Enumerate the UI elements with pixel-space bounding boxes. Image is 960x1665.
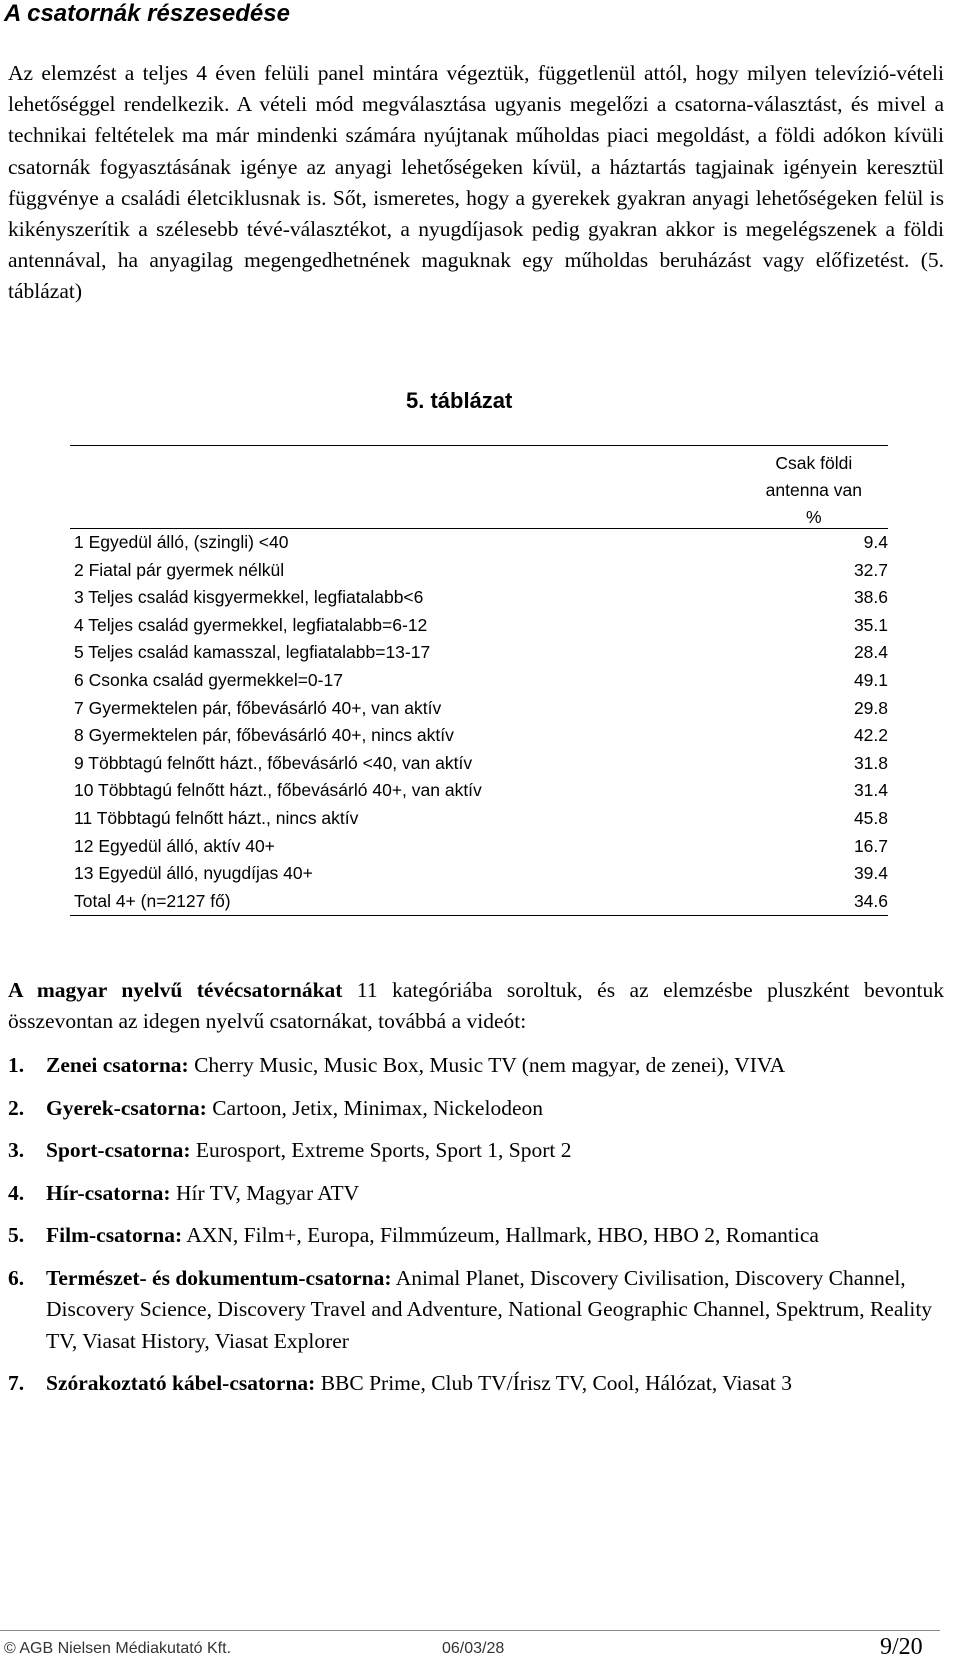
row-label: 7 Gyermektelen pár, főbevásárló 40+, van aktív [74, 697, 442, 718]
intro-bold-text: A magyar nyelvű tévécsatornákat [8, 978, 343, 1002]
section-heading: A csatornák részesedése [4, 0, 290, 27]
category-name: Film-csatorna: [46, 1223, 183, 1247]
row-label: 9 Többtagú felnőtt házt., főbevásárló <40, van aktív [74, 752, 473, 773]
table-row [70, 750, 888, 778]
table-row [70, 557, 888, 585]
data-table [70, 445, 888, 916]
category-name: Zenei csatorna: [46, 1053, 189, 1077]
row-value: 35.1 [853, 614, 888, 635]
list-item [8, 1220, 944, 1252]
table-row [70, 860, 888, 888]
row-value: 39.4 [853, 863, 888, 884]
category-channels: Eurosport, Extreme Sports, Sport 1, Sport 2 [190, 1138, 572, 1162]
table-row-total [70, 888, 888, 916]
list-item [8, 1050, 944, 1082]
column-header-line: antenna van [765, 480, 862, 500]
table-row [70, 529, 888, 557]
table-row [70, 695, 888, 723]
category-channels: BBC Prime, Club TV/Írisz TV, Cool, Hálózat, Viasat 3 [315, 1371, 792, 1395]
intro-paragraph [8, 975, 944, 1037]
row-label: 2 Fiatal pár gyermek nélkül [74, 559, 285, 580]
list-number: 1. [8, 1053, 25, 1077]
row-label: 10 Többtagú felnőtt házt., főbevásárló 40+, van aktív [74, 780, 482, 801]
list-item [8, 1263, 944, 1358]
category-channels: Hír TV, Magyar ATV [170, 1180, 360, 1205]
row-value: 45.8 [853, 807, 888, 828]
row-value: 32.7 [853, 559, 888, 580]
row-value: 42.2 [853, 725, 888, 746]
column-header [766, 450, 862, 531]
page-footer [0, 1630, 960, 1665]
row-label: 13 Egyedül álló, nyugdíjas 40+ [74, 863, 313, 884]
table-row [70, 722, 888, 750]
row-value: 16.7 [853, 835, 888, 856]
category-name: Szórakoztató kábel-csatorna: [46, 1371, 316, 1395]
list-number: 4. [8, 1180, 25, 1205]
row-value: 31.8 [853, 752, 888, 773]
table-row [70, 667, 888, 695]
row-value: 29.8 [853, 697, 888, 718]
category-channels: AXN, Film+, Europa, Filmmúzeum, Hallmark, HBO, HBO 2, Romantica [182, 1223, 819, 1247]
footer-date: 06/03/28 [442, 1640, 505, 1657]
column-header-line: % [806, 507, 822, 527]
list-number: 3. [8, 1138, 25, 1162]
row-label: 4 Teljes család gyermekkel, legfiatalabb=6-12 [74, 614, 428, 635]
list-item [8, 1368, 944, 1400]
category-name: Természet- és dokumentum-csatorna: [46, 1265, 392, 1290]
body-paragraph: Az elemzést a teljes 4 éven felüli panel mintára végeztük, függetlenül attól, hogy milyen televízió-vételi lehetőséggel rendelkezik. A vételi mód megválasztása ugyanis megelőzi a csatorna-választást, és mivel a technikai feltételek ma már mindenki számára nyújtanak műholdas piaci megoldást, a földi adókon kívüli csatornák fogyasztásának igénye az anyagi lehetőségeken kívül, a háztartás tagjainak igényein keresztül függvénye a családi életciklusnak is. Sőt, ismeretes, hogy a gyerekek gyakran anyagi lehetőségeken felül is kikényszerítik a szélesebb tévé-választékot, a nyugdíjasok pedig gyakran akkor is megelégszenek a földi antennával, ha anyagilag megengedhetnének maguknak egy műholdas beruházást vagy előfizetést. (5. táblázat) [8, 61, 944, 304]
row-value: 28.4 [853, 642, 888, 663]
table-row [70, 584, 888, 612]
row-label: 6 Csonka család gyermekkel=0-17 [74, 669, 343, 690]
table-body [70, 529, 888, 915]
footer-rule [0, 1630, 940, 1631]
category-channels: Animal Planet, Discovery Civilisation, Discovery Channel, Discovery Science, Discovery Travel and Adventure, National Geographic Channel, Spektrum, Reality TV, Viasat History, Viasat Explorer [46, 1265, 933, 1353]
category-channels: Cartoon, Jetix, Minimax, Nickelodeon [206, 1095, 543, 1120]
category-channels: Cherry Music, Music Box, Music TV (nem magyar, de zenei), VIVA [188, 1053, 786, 1077]
table-row [70, 777, 888, 805]
footer-copyright: © AGB Nielsen Médiakutató Kft. [4, 1640, 232, 1657]
table-row [70, 612, 888, 640]
row-value: 38.6 [853, 587, 888, 608]
list-number: 5. [8, 1223, 25, 1247]
row-label: 5 Teljes család kamasszal, legfiatalabb=13-17 [74, 642, 431, 663]
category-name: Sport-csatorna: [46, 1138, 191, 1162]
table-row [70, 639, 888, 667]
row-value: 31.4 [853, 780, 888, 801]
table-row [70, 833, 888, 861]
row-value: 34.6 [853, 890, 888, 911]
row-label: 11 Többtagú felnőtt házt., nincs aktív [74, 807, 359, 828]
page-number: 9/20 [880, 1634, 923, 1660]
table-row [70, 805, 888, 833]
intro-text: 11 kategóriába soroltuk, és az elemzésbe pluszként bevontuk összevontan az idegen nyelvű csatornákat, továbbá a videót: [8, 978, 944, 1033]
list-item [8, 1135, 944, 1167]
table-title: 5. táblázat [406, 388, 513, 413]
category-name: Gyerek-csatorna: [46, 1095, 207, 1120]
list-number: 6. [8, 1265, 25, 1290]
row-label: Total 4+ (n=2127 fő) [74, 890, 231, 911]
table-bottom-rule [70, 915, 888, 916]
list-item [8, 1178, 944, 1210]
list-item [8, 1093, 944, 1125]
channel-category-list [8, 1050, 944, 1400]
list-number: 2. [8, 1095, 25, 1120]
column-header-line: Csak földi [775, 453, 853, 473]
category-name: Hír-csatorna: [46, 1180, 171, 1205]
row-value: 49.1 [853, 669, 888, 690]
row-value: 9.4 [863, 532, 888, 552]
row-label: 8 Gyermektelen pár, főbevásárló 40+, nincs aktív [74, 725, 454, 746]
list-number: 7. [8, 1371, 25, 1395]
table-header [70, 446, 888, 528]
row-label: 12 Egyedül álló, aktív 40+ [74, 835, 275, 856]
row-label: 3 Teljes család kisgyermekkel, legfiatalabb<6 [74, 587, 424, 608]
row-label: 1 Egyedül álló, (szingli) <40 [74, 532, 289, 552]
